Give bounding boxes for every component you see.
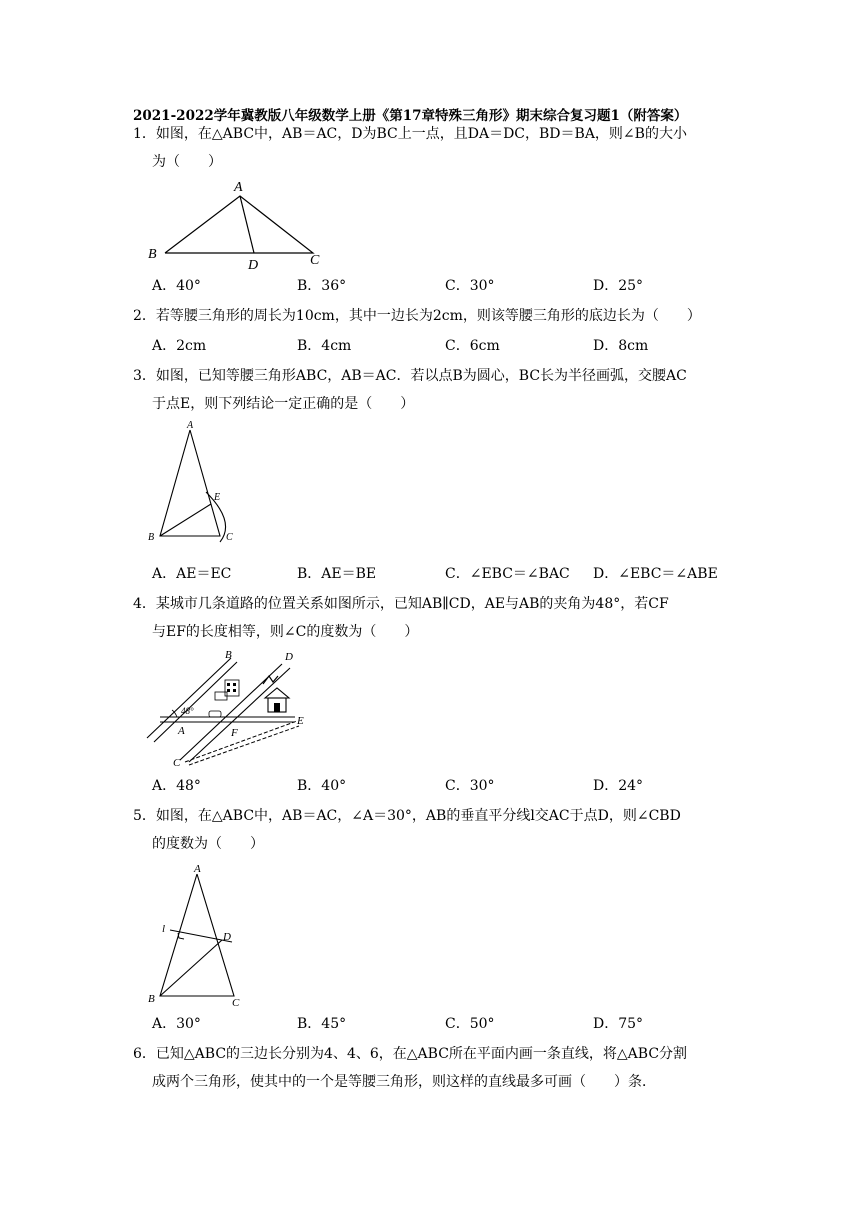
fig1-label-a: A bbox=[234, 180, 243, 195]
fig1-label-c: C bbox=[310, 253, 320, 268]
q4-option-b: B．40° bbox=[297, 778, 347, 794]
q4-option-c: C．30° bbox=[445, 778, 495, 794]
q4-option-d: D．24° bbox=[593, 778, 644, 794]
q2-option-d: D．8cm bbox=[593, 338, 649, 354]
q2-option-c: C．6cm bbox=[445, 338, 500, 354]
question-5-text-cont: 的度数为（ ） bbox=[152, 836, 264, 852]
question-4-figure bbox=[145, 648, 320, 770]
fig3-label-c: C bbox=[226, 532, 233, 543]
q3-option-d: D．∠EBC＝∠ABE bbox=[593, 566, 718, 582]
fig4-label-c: C bbox=[173, 757, 181, 769]
fig5-label-a: A bbox=[194, 863, 201, 875]
fig4-label-e: E bbox=[297, 715, 304, 727]
fig5-label-c: C bbox=[232, 997, 240, 1009]
q1-option-c: C．30° bbox=[445, 278, 495, 294]
fig3-label-e: E bbox=[214, 492, 221, 503]
question-3-text-cont: 于点E，则下列结论一定正确的是（ ） bbox=[152, 396, 415, 412]
q5-option-b: B．45° bbox=[297, 1016, 347, 1032]
q5-option-a: A．30° bbox=[152, 1016, 201, 1032]
question-1-figure bbox=[140, 178, 340, 273]
fig4-label-f: F bbox=[231, 727, 238, 739]
question-2-text: 2．若等腰三角形的周长为10cm，其中一边长为2cm，则该等腰三角形的底边长为（ ） bbox=[133, 308, 701, 324]
q3-option-a: A．AE＝EC bbox=[152, 566, 232, 582]
question-4-text-cont: 与EF的长度相等，则∠C的度数为（ ） bbox=[152, 624, 419, 640]
fig5-label-d: D bbox=[223, 931, 231, 943]
fig5-label-l: l bbox=[162, 923, 166, 935]
fig1-label-b: B bbox=[148, 247, 157, 262]
q3-option-b: B．AE＝BE bbox=[297, 566, 377, 582]
fig4-label-d: D bbox=[285, 651, 293, 663]
fig3-label-a: A bbox=[187, 420, 194, 431]
q5-option-d: D．75° bbox=[593, 1016, 644, 1032]
question-1-text-cont: 为（ ） bbox=[152, 154, 222, 170]
question-4-text: 4．某城市几条道路的位置关系如图所示，已知AB∥CD，AE与AB的夹角为48°，若CF bbox=[133, 596, 669, 612]
q1-option-a: A．40° bbox=[152, 278, 201, 294]
fig5-label-b: B bbox=[148, 993, 155, 1005]
fig4-label-a: A bbox=[178, 725, 185, 737]
question-6-text: 6．已知△ABC的三边长分别为4、4、6，在△ABC所在平面内画一条直线，将△ABC分割 bbox=[133, 1046, 688, 1062]
fig3-label-b: B bbox=[148, 532, 155, 543]
q3-option-c: C．∠EBC＝∠BAC bbox=[445, 566, 570, 582]
fig4-label-b: B bbox=[225, 649, 232, 661]
question-5-text: 5．如图，在△ABC中，AB＝AC，∠A＝30°，AB的垂直平分线l交AC于点D，则∠CBD bbox=[133, 808, 681, 824]
question-6-text-cont: 成两个三角形，使其中的一个是等腰三角形，则这样的直线最多可画（ ）条． bbox=[152, 1074, 656, 1090]
question-3-text: 3．如图，已知等腰三角形ABC，AB＝AC．若以点B为圆心，BC长为半径画弧，交腰AC bbox=[133, 368, 687, 384]
q1-option-b: B．36° bbox=[297, 278, 347, 294]
fig4-angle-label: 48° bbox=[181, 706, 194, 716]
question-1-text: 1．如图，在△ABC中，AB＝AC，D为BC上一点，且DA＝DC，BD＝BA，则∠B的大小 bbox=[133, 126, 687, 142]
q2-option-b: B．4cm bbox=[297, 338, 352, 354]
document-title: 2021-2022学年冀教版八年级数学上册《第17章特殊三角形》期末综合复习题1（附答案） bbox=[133, 108, 688, 124]
fig1-label-d: D bbox=[248, 258, 259, 273]
q2-option-a: A．2cm bbox=[152, 338, 207, 354]
q5-option-c: C．50° bbox=[445, 1016, 495, 1032]
question-5-figure bbox=[142, 860, 252, 1008]
q1-option-d: D．25° bbox=[593, 278, 644, 294]
question-3-figure bbox=[140, 418, 250, 548]
q4-option-a: A．48° bbox=[152, 778, 201, 794]
